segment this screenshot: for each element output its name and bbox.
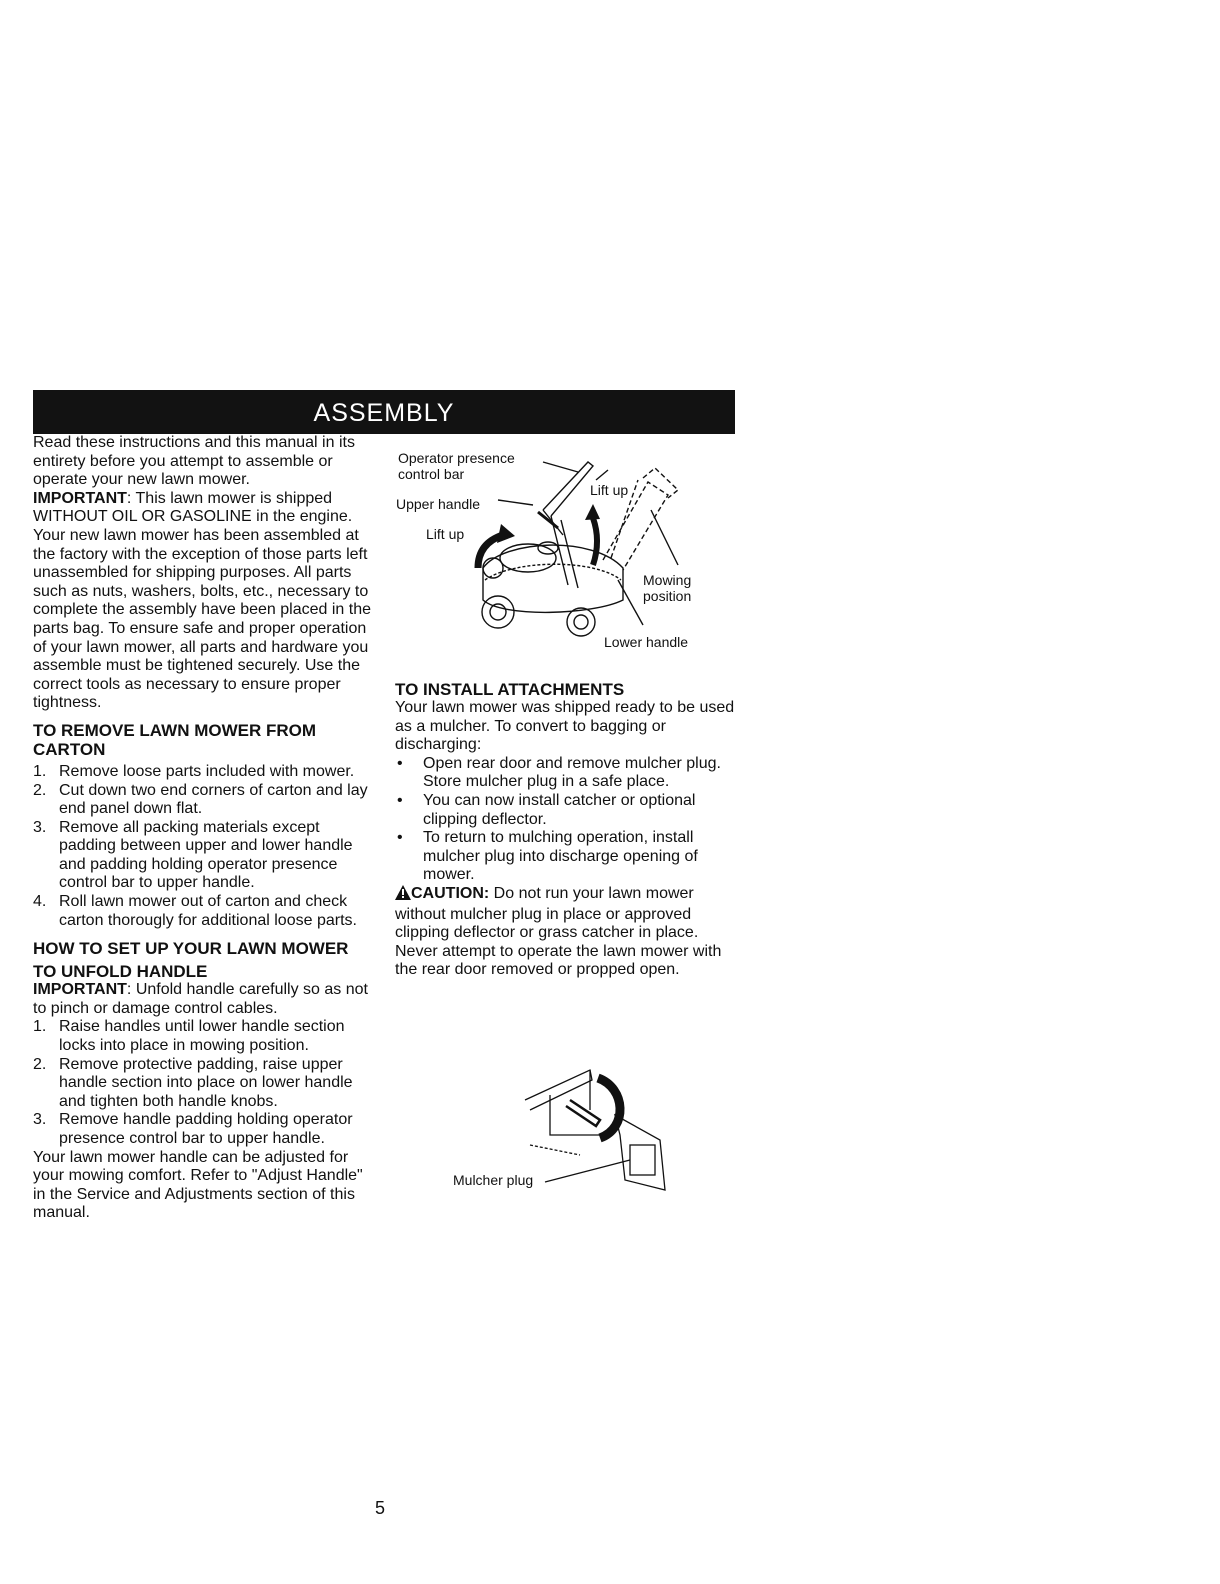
important-text-2: : Unfold handle carefully so as not to pinch or damage control cables. <box>33 981 368 1017</box>
remove-step: 4. Roll lawn mower out of carton and check carton thorougly for additional loose parts. <box>33 893 357 929</box>
right-column <box>395 680 735 980</box>
attach-bullet: • To return to mulching operation, install mulcher plug into discharge opening of mower. <box>397 829 698 884</box>
page-number: 5 <box>375 1498 386 1518</box>
remove-step: 3. Remove all packing materials except padding between upper and lower handle and padding holding operator presence control bar to upper handle. <box>33 818 353 892</box>
caution-text: Do not run your lawn mower without mulcher plug in place or approved clipping deflector or grass catcher in place. Never attempt to operate the lawn mower with the rear door removed or propped open. <box>395 884 722 979</box>
label-lift-up-left: Lift up <box>426 526 465 542</box>
intro-text: Read these instructions and this manual in its entirety before you attempt to assemble or operate your new lawn mower. <box>33 434 355 489</box>
section-banner <box>33 390 735 434</box>
remove-heading: TO REMOVE LAWN MOWER FROM CARTON <box>33 720 317 759</box>
label-lower-handle: Lower handle <box>604 634 689 650</box>
attach-bullets <box>395 755 735 885</box>
remove-step: 1. Remove loose parts included with mower. <box>33 762 355 780</box>
caution-label: CAUTION: <box>411 884 490 902</box>
important-label: IMPORTANT <box>33 489 127 507</box>
label-mulcher-plug: Mulcher plug <box>453 1172 534 1188</box>
important-label-2: IMPORTANT <box>33 981 127 999</box>
setup-heading: HOW TO SET UP YOUR LAWN MOWER <box>33 939 349 959</box>
mower-handle-figure <box>393 440 713 655</box>
important-note-2 <box>33 981 373 1018</box>
unfold-step: 1. Raise handles until lower handle section locks into place in mowing position. <box>33 1018 345 1055</box>
left-column <box>33 434 373 1223</box>
assembled-text: Your new lawn mower has been assembled at the factory with the exception of those parts left unassembled for shipping purposes. All parts such as nuts, washers, bolts, etc., necessary to complete the assembly have been placed in the parts bag. To ensure safe and proper operation of your lawn mower, all parts and hardware you assemble must be tightened securely. Use the correct tools as necessary to ensure proper tightness. <box>33 526 371 712</box>
label-control-bar: control bar <box>398 466 465 482</box>
warning-triangle-icon <box>395 885 411 906</box>
attach-heading: TO INSTALL ATTACHMENTS <box>395 680 625 699</box>
caution-paragraph <box>395 885 735 980</box>
unfold-step: 2. Remove protective padding, raise upper handle section into place on lower handle and tighten both handle knobs. <box>33 1055 353 1110</box>
section-title: ASSEMBLY <box>313 399 455 427</box>
important-text: : This lawn mower is shipped WITHOUT OIL OR GASOLINE in the engine. <box>33 489 353 526</box>
mulcher-plug-figure <box>450 1050 680 1200</box>
unfold-heading: TO UNFOLD HANDLE <box>33 962 208 982</box>
label-mowing: Mowing <box>643 572 692 588</box>
adjust-text: Your lawn mower handle can be adjusted for your mowing comfort. Refer to "Adjust Handle" in the Service and Adjustments section of this manual. <box>33 1148 363 1222</box>
unfold-steps <box>33 1018 373 1148</box>
remove-step: 2. Cut down two end corners of carton and lay end panel down flat. <box>33 781 368 818</box>
remove-steps <box>33 763 373 930</box>
attach-intro: Your lawn mower was shipped ready to be used as a mulcher. To convert to bagging or discharging: <box>395 699 735 754</box>
label-lift-up-right: Lift up <box>590 482 629 498</box>
label-position: position <box>643 588 692 604</box>
label-operator-presence: Operator presence <box>398 450 515 466</box>
attach-bullet: • Open rear door and remove mulcher plug. Store mulcher plug in a safe place. <box>397 754 721 791</box>
important-note <box>33 490 373 527</box>
label-upper-handle: Upper handle <box>396 496 481 512</box>
unfold-step: 3. Remove handle padding holding operator presence control bar to upper handle. <box>33 1111 353 1147</box>
attach-bullet: • You can now install catcher or optional clipping deflector. <box>397 791 696 828</box>
